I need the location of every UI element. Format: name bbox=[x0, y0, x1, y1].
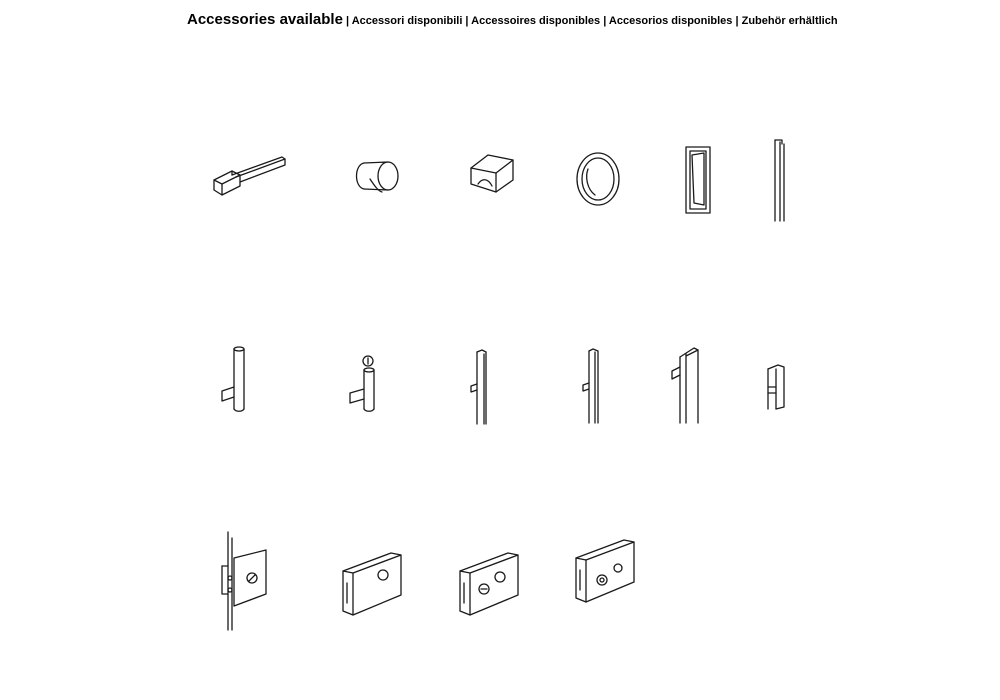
square-knob-icon bbox=[468, 152, 518, 202]
edge-profile-pull-icon bbox=[772, 138, 788, 223]
cylinder-knob-icon bbox=[352, 155, 402, 200]
bar-pull-handle-icon bbox=[212, 345, 252, 415]
bar-pull-handle-with-lock-icon bbox=[342, 353, 382, 415]
mortise-lock-icon bbox=[214, 530, 274, 632]
glass-door-lock-with-key-icon bbox=[570, 532, 640, 612]
heading-translations: | Accessori disponibili | Accessoires disponibles | Accesorios disponibles | Zubehör erhältlich bbox=[342, 15, 838, 27]
long-pull-handle-icon bbox=[468, 348, 492, 426]
round-flush-pull-icon bbox=[575, 151, 621, 207]
rectangular-flush-pull-icon bbox=[684, 145, 712, 215]
lever-handle-icon bbox=[212, 155, 287, 205]
glass-door-lock-icon bbox=[337, 545, 407, 620]
plate-pull-handle-icon bbox=[664, 345, 704, 425]
long-pull-handle-variant-icon bbox=[580, 347, 604, 425]
heading-title: Accessories available bbox=[187, 11, 343, 28]
small-edge-pull-icon bbox=[764, 363, 788, 411]
glass-door-lock-with-thumbturn-icon bbox=[454, 545, 524, 620]
